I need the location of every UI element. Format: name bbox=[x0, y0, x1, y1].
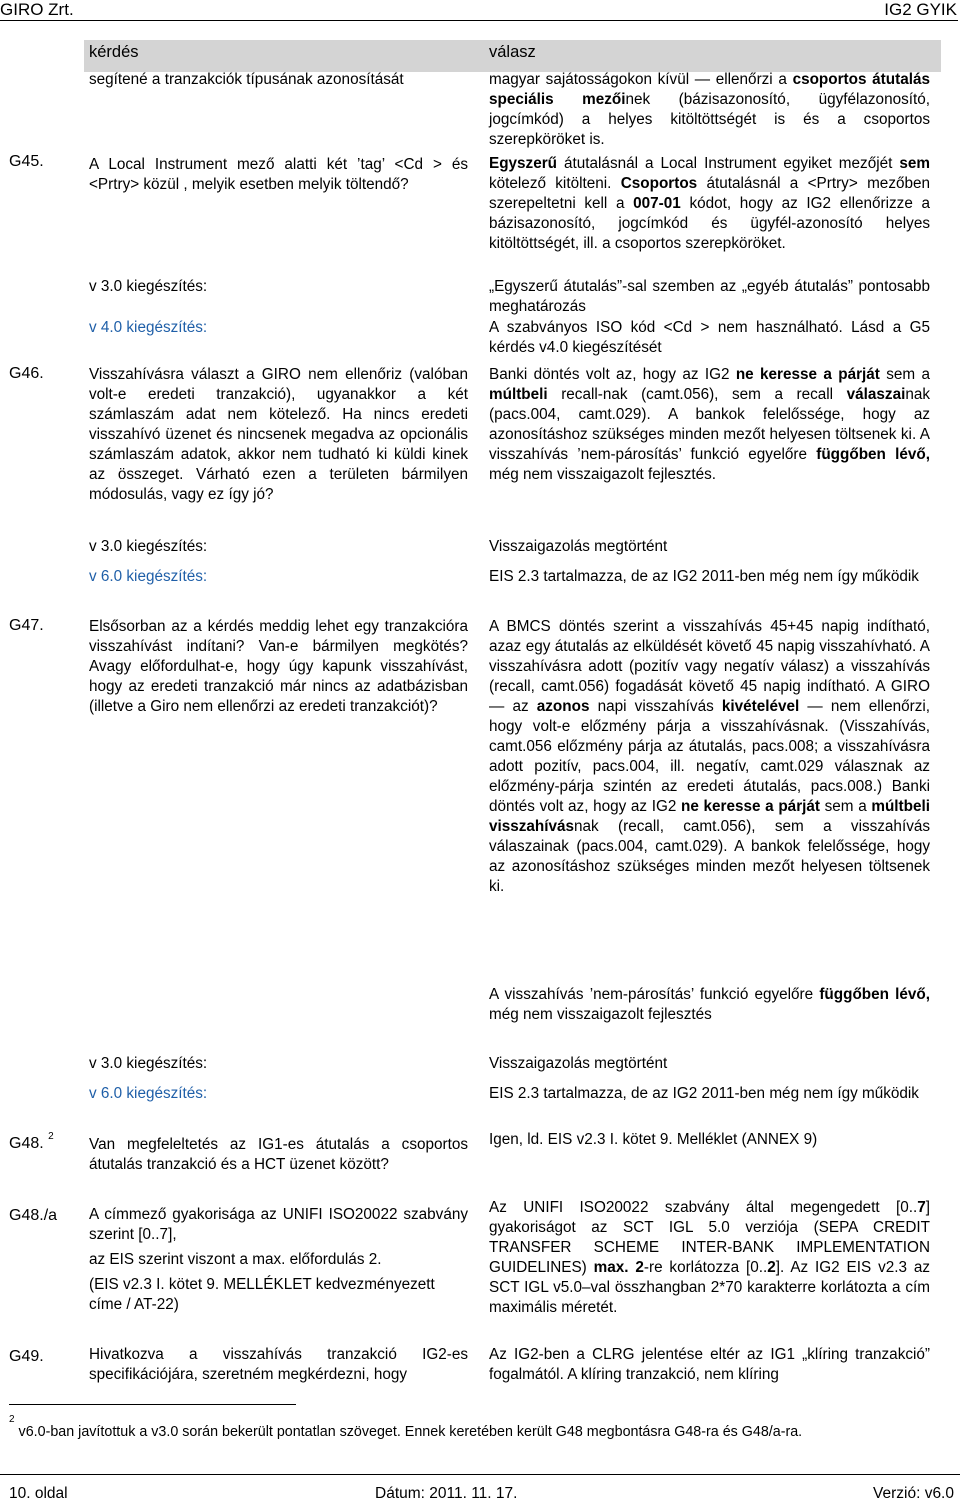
g47-v30-label: v 3.0 kiegészítés: bbox=[89, 1055, 208, 1072]
question-g49: Hivatkozva a visszahívás tranzakció IG2-es specifikációjára, szeretném megkérdezni, hogy bbox=[89, 1346, 468, 1383]
g45-v30-text: „Egyszerű átutalás”-sal szemben az „egyéb átutalás” pontosabb meghatározás bbox=[489, 278, 930, 315]
footnote bbox=[9, 1414, 949, 1442]
footnote-number: 2 bbox=[9, 1414, 15, 1425]
footnote-ref: 2 bbox=[48, 1131, 54, 1142]
g48-number: G48. bbox=[9, 1135, 44, 1152]
g47-v60-label: v 6.0 kiegészítés: bbox=[89, 1085, 208, 1102]
header-divider bbox=[0, 20, 958, 21]
g46-v60-text: EIS 2.3 tartalmazza, de az IG2 2011-ben még nem így működik bbox=[489, 568, 919, 585]
column-header-question: kérdés bbox=[89, 43, 139, 61]
answer-g47: A BMCS döntés szerint a visszahívás 45+45 napig indítható, azaz egy átutalás az elküldését követő 45 napig visszahívható. A visszahívásra adott (pozitív vagy negatív válasz) a visszahívás (recall, camt.056) fogadását követő 45 napig indítható. A GIRO — az azonos napi visszahívás kivételével — nem ellenőrzi, hogy volt-e előzmény párja a visszahívásnak. (Visszahívás, camt.056 előzmény párja az átutalás, pacs.008; a visszahívásra adott pozitív, pacs.004, ill. negatív, camt.029 válasznak az előzmény-párja szintén az eredeti átutalás, pacs.008.) Banki döntés volt az, hogy az IG2 ne keresse a párját sem a múltbeli visszahívásnak (recall, camt.056), sem a visszahívás válaszainak (pacs.004, camt.029). A bankok felelőssége, hogy az azonosításhoz szükséges minden mezőt helyesen töltsenek ki. bbox=[489, 618, 930, 895]
g45-v40-label: v 4.0 kiegészítés: bbox=[89, 319, 208, 336]
company-name: GIRO Zrt. bbox=[0, 0, 74, 19]
g48a-q-line2: az EIS szerint viszont a max. előfordulás 2. bbox=[89, 1251, 382, 1268]
question-number-g48a: G48./a bbox=[9, 1207, 58, 1224]
column-header-answer: válasz bbox=[489, 43, 536, 61]
document-title: IG2 GYIK bbox=[884, 0, 957, 19]
answer-g47-note: A visszahívás ’nem-párosítás’ funkció egyelőre függőben lévő, még nem visszaigazolt fejlesztés bbox=[489, 986, 930, 1023]
g46-v30-text: Visszaigazolás megtörtént bbox=[489, 538, 668, 555]
footnote-divider bbox=[9, 1404, 296, 1405]
question-g44-cont: segítené a tranzakciók típusának azonosítását bbox=[89, 71, 404, 88]
answer-g48a: Az UNIFI ISO20022 szabvány által megengedett [0..7] gyakoriságot az SCT IGL 5.0 verziója (SEPA CREDIT TRANSFER SCHEME INTER-BANK IMPLEMENTATION GUIDELINES) max. 2-re korlátozza [0..2]. Az IG2 EIS v2.3 az SCT IGL v5.0–val összhangban 2*70 karakterre korlátozta a cím maximális méretét. bbox=[489, 1199, 931, 1316]
g48a-q-line1: A címmező gyakorisága az UNIFI ISO20022 szabvány szerint [0..7], bbox=[89, 1206, 468, 1243]
answer-g46: Banki döntés volt az, hogy az IG2 ne keresse a párját sem a múltbeli recall-nak (camt.056), sem a recall válaszainak (pacs.004, camt.029). A bankok felelőssége, hogy az azonosításhoz szükséges minden mezőt helyesen töltsenek ki. A visszahívás ’nem-párosítás’ funkció egyelőre függőben lévő, még nem visszaigazolt fejlesztés. bbox=[489, 366, 930, 483]
question-number-g49: G49. bbox=[9, 1348, 44, 1365]
footnote-text: v6.0-ban javítottuk a v3.0 során bekerült pontatlan szöveget. Ennek keretében került G48 megbontásra G48-ra és G48/a-ra. bbox=[18, 1423, 803, 1440]
g47-v60-text: EIS 2.3 tartalmazza, de az IG2 2011-ben még nem így működik bbox=[489, 1085, 919, 1102]
question-number-g48 bbox=[9, 1131, 54, 1156]
question-g48: Van megfeleltetés az IG1-es átutalás a csoportos átutalás tranzakció és a HCT üzenet között? bbox=[89, 1136, 468, 1173]
g46-v30-label: v 3.0 kiegészítés: bbox=[89, 538, 208, 555]
page-header bbox=[0, 0, 960, 19]
question-number-g46: G46. bbox=[9, 365, 44, 382]
answer-g49: Az IG2-ben a CLRG jelentése eltér az IG1 „klíring tranzakció” fogalmától. A klíring tranzakció, nem klíring bbox=[489, 1346, 930, 1383]
answer-g48: Igen, ld. EIS v2.3 I. kötet 9. Melléklet (ANNEX 9) bbox=[489, 1131, 818, 1148]
g45-v40-text: A szabványos ISO kód <Cd > nem használható. Lásd a G5 kérdés v4.0 kiegészítését bbox=[489, 319, 930, 356]
question-g46: Visszahívásra választ a GIRO nem ellenőriz (valóban volt-e eredeti tranzakció), ugyanakkor a két számlaszám adat nem kötelező. Ha nincs eredeti visszahívó üzenet és nincsenek megadva az opcionális számlaszám adatok, akkor nem tudható ki küldi kinek az összeget. Várható ezen a területen bármilyen módosulás, vagy ez így jó? bbox=[89, 366, 468, 503]
question-g48a bbox=[89, 1205, 468, 1315]
document-version: Verzió: v6.0 bbox=[873, 1485, 954, 1502]
g48a-q-line3: (EIS v2.3 I. kötet 9. MELLÉKLET kedvezményezett címe / AT-22) bbox=[89, 1276, 435, 1313]
question-g45: A Local Instrument mező alatti két ’tag’ <Cd > és <Prtry> közül , melyik esetben melyik töltendő? bbox=[89, 156, 468, 193]
answer-g44-cont: magyar sajátosságokon kívül — ellenőrzi a csoportos átutalás speciális mezőinek (bázisazonosító, ügyfélazonosító, jogcímkód) a helyes kitöltöttségét is és a csoportos szerepköröket is. bbox=[489, 71, 930, 148]
document-date: Dátum: 2011. 11. 17. bbox=[375, 1485, 518, 1502]
answer-g45: Egyszerű átutalásnál a Local Instrument egyiket mezőjét sem kötelező kitölteni. Csoportos átutalásnál a <Prtry> mezőben szerepeltetni kell a 007-01 kódot, hogy az IG2 ellenőrizze a bázisazonosító, jogcímkód és ügyfél-azonosító helyes kitöltöttségét, ill. a csoportos szerepköröket. bbox=[489, 155, 930, 252]
g46-v60-label: v 6.0 kiegészítés: bbox=[89, 568, 208, 585]
question-number-g45: G45. bbox=[9, 153, 44, 170]
g47-v30-text: Visszaigazolás megtörtént bbox=[489, 1055, 668, 1072]
question-number-g47: G47. bbox=[9, 617, 44, 634]
footer-divider bbox=[0, 1474, 960, 1475]
question-g47: Elsősorban az a kérdés meddig lehet egy tranzakcióra visszahívást indítani? Van-e bármilyen megkötés? Avagy előfordulhat-e, hogy úgy kapunk visszahívást, hogy az eredeti tranzakció már nincs az adatbázisban (illetve a Giro nem ellenőrzi az eredeti tranzakciót)? bbox=[89, 618, 468, 715]
page-number: 10. oldal bbox=[9, 1485, 68, 1502]
g45-v30-label: v 3.0 kiegészítés: bbox=[89, 278, 208, 295]
